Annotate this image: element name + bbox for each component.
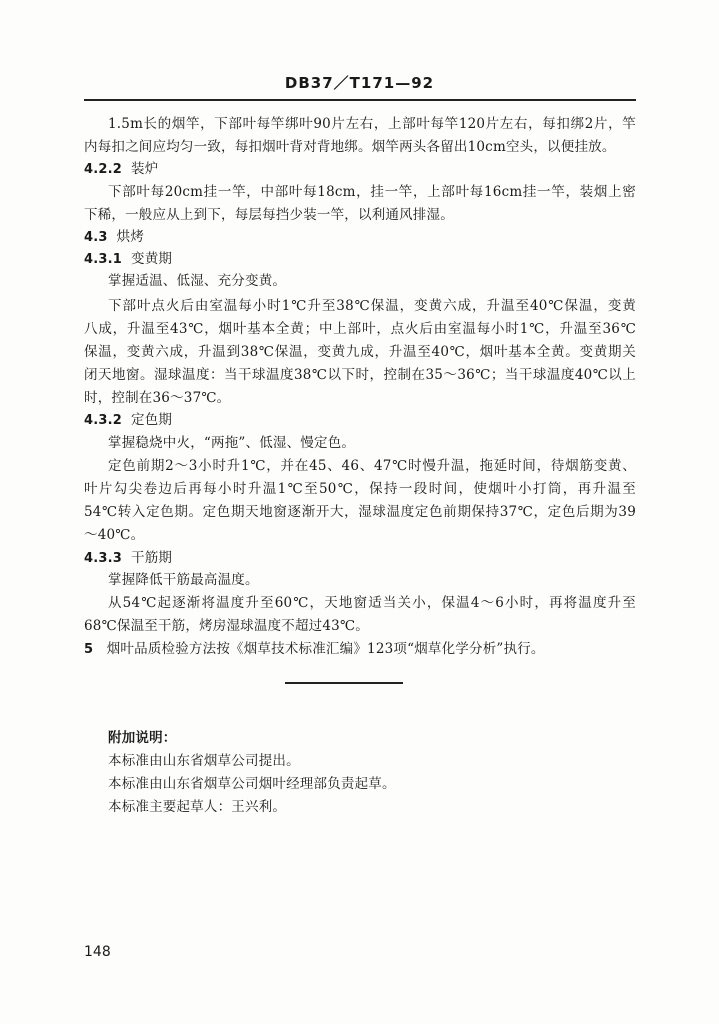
section-title: 定色期 — [131, 412, 173, 428]
section-heading-4-3-3 — [84, 549, 172, 568]
section-title: 变黄期 — [131, 251, 173, 267]
paragraph-line: 掌握稳烧中火，“两拖”、低湿、慢定色。 — [108, 435, 356, 451]
paragraph-line: 时，控制在36～37℃。 — [84, 390, 231, 406]
section-number: 4.3.2 — [84, 413, 123, 428]
paragraph-line: 掌握适温、低湿、充分变黄。 — [108, 273, 287, 289]
paragraph-line: 68℃保温至干筋，烤房湿球温度不超过43℃。 — [84, 618, 369, 634]
section-number: 4.2.2 — [84, 162, 123, 177]
paragraph-line: 八成，升温至43℃，烟叶基本全黄；中上部叶，点火后由室温每小时1℃，升温至36℃ — [84, 321, 636, 337]
paragraph-line: 定色前期2～3小时升1℃，并在45、46、47℃时慢升温，拖延时间，待烟筋变黄、 — [108, 458, 636, 474]
notes-line: 本标准由山东省烟草公司提出。 — [108, 753, 300, 769]
separator-rule — [285, 682, 403, 684]
paragraph-line: 下稀，一般应从上到下，每层每挡少装一竿，以利通风排湿。 — [84, 207, 454, 223]
section-heading-4-3-2 — [84, 411, 172, 430]
paragraph-line: 保温，变黄六成，升温到38℃保温，变黄九成，升温至40℃，烟叶基本全黄。变黄期关 — [84, 344, 636, 360]
paragraph-line: 1.5m长的烟竿，下部叶每竿绑叶90片左右，上部叶每竿120片左右，每扣绑2片，竿 — [108, 116, 636, 132]
section-heading-4-2-2 — [84, 160, 158, 179]
section-heading-4-3-1 — [84, 250, 172, 269]
paragraph-line: ～40℃。 — [84, 527, 145, 543]
section-number: 5 — [84, 642, 94, 657]
section-number: 4.3.1 — [84, 252, 123, 267]
section-title: 烘烤 — [116, 229, 145, 245]
paragraph-line: 下部叶点火后由室温每小时1℃升至38℃保温，变黄六成，升温至40℃保温，变黄 — [108, 298, 636, 314]
section-number: 4.3 — [84, 230, 108, 245]
section-title: 干筋期 — [131, 550, 173, 566]
section-text: 烟叶品质检验方法按《烟草技术标准汇编》123项“烟草化学分析”执行。 — [106, 641, 545, 657]
paragraph-line: 下部叶每20cm挂一竿，中部叶每18cm，挂一竿，上部叶每16cm挂一竿，装烟上密 — [108, 184, 636, 200]
section-number: 4.3.3 — [84, 551, 123, 566]
paragraph-line: 54℃转入定色期。定色期天地窗逐渐开大，湿球温度定色前期保持37℃，定色后期为39 — [84, 504, 636, 520]
section-heading-5 — [84, 640, 545, 659]
paragraph-line: 内每扣之间应均匀一致，每扣烟叶背对背地绑。烟竿两头各留出10cm空头，以便挂放。 — [84, 139, 616, 155]
section-heading-4-3 — [84, 228, 144, 247]
paragraph-line: 叶片勾尖卷边后再每小时升温1℃至50℃，保持一段时间，使烟叶小打筒，再升温至 — [84, 481, 636, 497]
paragraph-line: 掌握降低干筋最高温度。 — [108, 572, 259, 588]
notes-line: 本标准主要起草人：王兴利。 — [108, 799, 287, 815]
standard-code-header: DB37／T171—92 — [284, 74, 435, 92]
section-title: 装炉 — [131, 161, 159, 177]
paragraph-line: 从54℃起逐渐将温度升至60℃，天地窗适当关小，保温4～6小时，再将温度升至 — [108, 595, 636, 611]
notes-title: 附加说明： — [108, 730, 177, 746]
paragraph-line: 闭天地窗。湿球温度：当干球温度38℃以下时，控制在35～36℃；当干球温度40℃以上 — [84, 367, 636, 383]
header-rule — [84, 99, 636, 101]
page-number: 148 — [84, 944, 111, 960]
notes-line: 本标准由山东省烟草公司烟叶经理部负责起草。 — [108, 776, 396, 792]
